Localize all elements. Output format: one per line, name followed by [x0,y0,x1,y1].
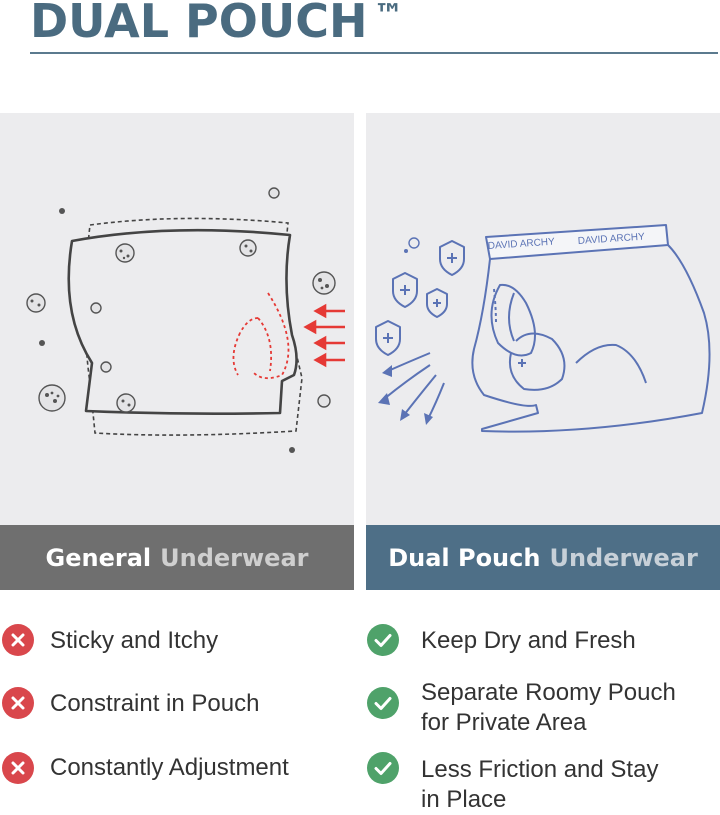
cross-icon [2,687,34,719]
cons-item-1: Sticky and Itchy [50,627,219,654]
page-title [30,0,403,48]
general-label-strong: General [45,543,152,572]
pros-item-2-line1: Separate Roomy Pouch [421,679,676,706]
pros-item-3-line2: in Place [421,786,507,813]
pros-item-3-line1: Less Friction and Stay [421,756,659,783]
waistband-brand-1: DAVID ARCHY [487,236,556,252]
general-label-soft: Underwear [160,543,309,572]
briefs-sketch-with-bacteria-icon [0,113,354,525]
general-underwear-panel [0,113,354,590]
check-icon [367,687,399,719]
dual-label-soft: Underwear [549,543,698,572]
waistband-brand-2: DAVID ARCHY [577,231,646,247]
dual-pouch-boxer-brief-icon [366,113,720,525]
dual-pouch-underwear-label [366,525,720,590]
cross-icon [2,624,34,656]
pros-item-1: Keep Dry and Fresh [421,627,636,654]
cons-item-3: Constantly Adjustment [50,754,289,781]
cons-item-2: Constraint in Pouch [50,690,260,717]
title-text: DUAL POUCH [30,0,368,48]
cross-icon [2,752,34,784]
pros-item-2-line2: for Private Area [421,709,587,736]
general-underwear-label [0,525,354,590]
check-icon [367,624,399,656]
trademark-symbol: ™ [373,0,404,33]
title-underline [30,52,718,54]
dual-pouch-underwear-panel [366,113,720,590]
check-icon [367,752,399,784]
dual-label-strong: Dual Pouch [388,543,541,572]
